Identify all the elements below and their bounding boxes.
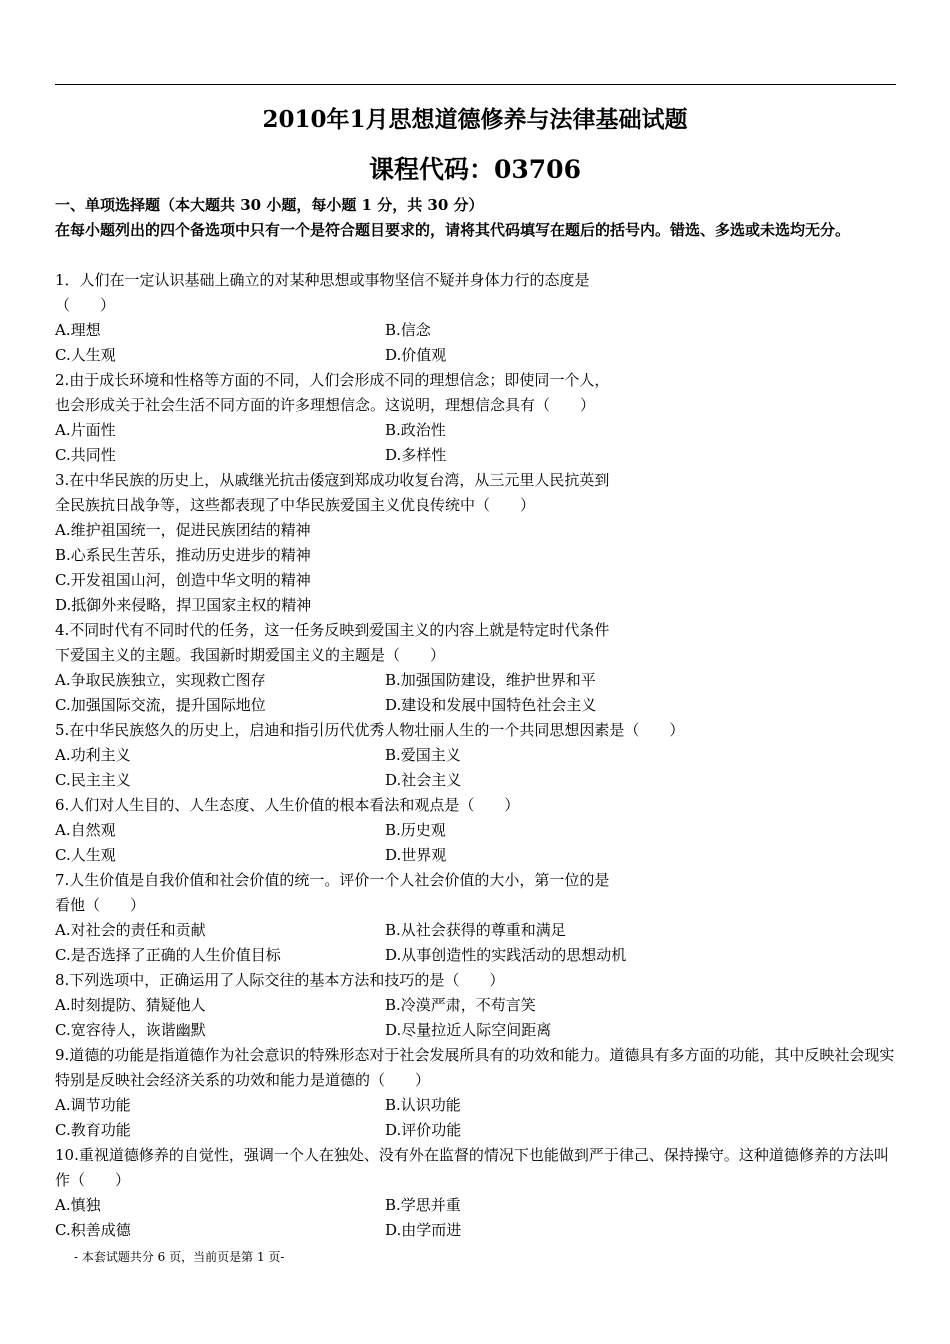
answer-option: A.功利主义	[55, 746, 131, 764]
question-item	[55, 618, 897, 718]
option-row	[55, 443, 897, 468]
answer-option: C.共同性	[55, 446, 116, 464]
answer-option: D.由学而进	[385, 1221, 462, 1239]
answer-option: B.心系民生苦乐，推动历史进步的精神	[55, 546, 311, 564]
question-text: 10.重视道德修养的自觉性，强调一个人在独处、没有外在监督的情况下也能做到严于律己、保持操守。这种道德修养的方法叫作（ ）	[55, 1146, 889, 1189]
answer-option: A.对社会的责任和贡献	[55, 921, 206, 939]
answer-option: C.加强国际交流，提升国际地位	[55, 696, 266, 714]
question-text: 下爱国主义的主题。我国新时期爱国主义的主题是（ ）	[55, 646, 446, 664]
answer-option: C.教育功能	[55, 1121, 131, 1139]
question-item	[55, 468, 897, 618]
question-text: 看他（ ）	[55, 896, 146, 914]
option-row	[55, 943, 897, 968]
answer-option: A.争取民族独立，实现救亡图存	[55, 671, 266, 689]
question-text: 6.人们对人生目的、人生态度、人生价值的根本看法和观点是（ ）	[55, 796, 520, 814]
answer-option: B.历史观	[385, 821, 446, 839]
answer-option: B.认识功能	[385, 1096, 461, 1114]
option-row	[55, 818, 897, 843]
option-row	[55, 1118, 897, 1143]
option-row	[55, 768, 897, 793]
question-item	[55, 268, 897, 368]
answer-option: B.学思并重	[385, 1196, 461, 1214]
option-row	[55, 318, 897, 343]
answer-option: B.爱国主义	[385, 746, 461, 764]
question-item	[55, 718, 897, 793]
answer-option: D.世界观	[385, 846, 447, 864]
answer-option: C.宽容待人，诙谐幽默	[55, 1021, 206, 1039]
answer-option: A.自然观	[55, 821, 116, 839]
option-row	[55, 843, 897, 868]
option-row	[55, 743, 897, 768]
question-text: 3.在中华民族的历史上，从戚继光抗击倭寇到郑成功收复台湾，从三元里人民抗英到	[55, 471, 610, 489]
answer-option: A.调节功能	[55, 1096, 131, 1114]
question-item	[55, 1143, 897, 1243]
answer-option: A.维护祖国统一，促进民族团结的精神	[55, 521, 311, 539]
answer-option: A.理想	[55, 321, 101, 339]
answer-option: A.时刻提防、猜疑他人	[55, 996, 206, 1014]
answer-option: C.民主主义	[55, 771, 131, 789]
answer-option: C.是否选择了正确的人生价值目标	[55, 946, 281, 964]
answer-option: C.积善成德	[55, 1221, 131, 1239]
option-row	[55, 918, 897, 943]
answer-option: D.尽量拉近人际空间距离	[385, 1021, 552, 1039]
answer-option: D.建设和发展中国特色社会主义	[385, 696, 597, 714]
option-row	[55, 1193, 897, 1218]
answer-option: B.加强国防建设，维护世界和平	[385, 671, 596, 689]
option-row	[55, 668, 897, 693]
option-row	[55, 1093, 897, 1118]
question-text: 也会形成关于社会生活不同方面的许多理想信念。这说明，理想信念具有（ ）	[55, 396, 596, 414]
option-row	[55, 1018, 897, 1043]
header-rule	[55, 84, 896, 85]
question-text: 4.不同时代有不同时代的任务，这一任务反映到爱国主义的内容上就是特定时代条件	[55, 621, 610, 639]
answer-option: C.人生观	[55, 846, 116, 864]
answer-option: A.慎独	[55, 1196, 101, 1214]
section-instruction: 在每小题列出的四个备选项中只有一个是符合题目要求的，请将其代码填写在题后的括号内。错选、多选或未选均无分。	[55, 221, 851, 239]
option-row	[55, 1218, 897, 1243]
question-text: 2.由于成长环境和性格等方面的不同，人们会形成不同的理想信念；即使同一个人，	[55, 371, 610, 389]
answer-option: B.从社会获得的尊重和满足	[385, 921, 566, 939]
question-text: 1．人们在一定认识基础上确立的对某种思想或事物坚信不疑并身体力行的态度是	[55, 271, 590, 289]
answer-option: B.冷漠严肃，不苟言笑	[385, 996, 536, 1014]
answer-option: D.社会主义	[385, 771, 462, 789]
question-item	[55, 968, 897, 1043]
exam-title: 2010年1月思想道德修养与法律基础试题	[262, 106, 688, 133]
option-row	[55, 993, 897, 1018]
question-list	[55, 268, 897, 1243]
question-item	[55, 868, 897, 968]
section-heading: 一、单项选择题（本大题共 30 小题，每小题 1 分，共 30 分）	[55, 196, 484, 214]
question-text: 8.下列选项中，正确运用了人际交往的基本方法和技巧的是（ ）	[55, 971, 505, 989]
answer-option: D.价值观	[385, 346, 447, 364]
option-row	[55, 343, 897, 368]
question-text: 7.人生价值是自我价值和社会价值的统一。评价一个人社会价值的大小，第一位的是	[55, 871, 610, 889]
answer-option: D.从事创造性的实践活动的思想动机	[385, 946, 627, 964]
question-text: 全民族抗日战争等，这些都表现了中华民族爱国主义优良传统中（ ）	[55, 496, 536, 514]
answer-option: B.信念	[385, 321, 431, 339]
page-footer: - 本套试题共分 6 页，当前页是第 1 页-	[74, 1250, 285, 1264]
answer-option: D.多样性	[385, 446, 447, 464]
question-item	[55, 368, 897, 468]
course-code: 课程代码：03706	[369, 155, 581, 184]
question-item	[55, 1043, 897, 1143]
answer-option: D.评价功能	[385, 1121, 462, 1139]
answer-option: D.抵御外来侵略，捍卫国家主权的精神	[55, 596, 312, 614]
question-item	[55, 793, 897, 868]
question-text: 5.在中华民族悠久的历史上，启迪和指引历代优秀人物壮丽人生的一个共同思想因素是（ ）	[55, 721, 685, 739]
option-row	[55, 418, 897, 443]
answer-option: C.人生观	[55, 346, 116, 364]
answer-option: A.片面性	[55, 421, 116, 439]
answer-option: B.政治性	[385, 421, 446, 439]
question-text: 9.道德的功能是指道德作为社会意识的特殊形态对于社会发展所具有的功效和能力。道德具有多方面的功能，其中反映社会现实特别是反映社会经济关系的功效和能力是道德的（ ）	[55, 1046, 895, 1089]
question-text: （ ）	[55, 296, 116, 314]
answer-option: C.开发祖国山河，创造中华文明的精神	[55, 571, 311, 589]
option-row	[55, 693, 897, 718]
